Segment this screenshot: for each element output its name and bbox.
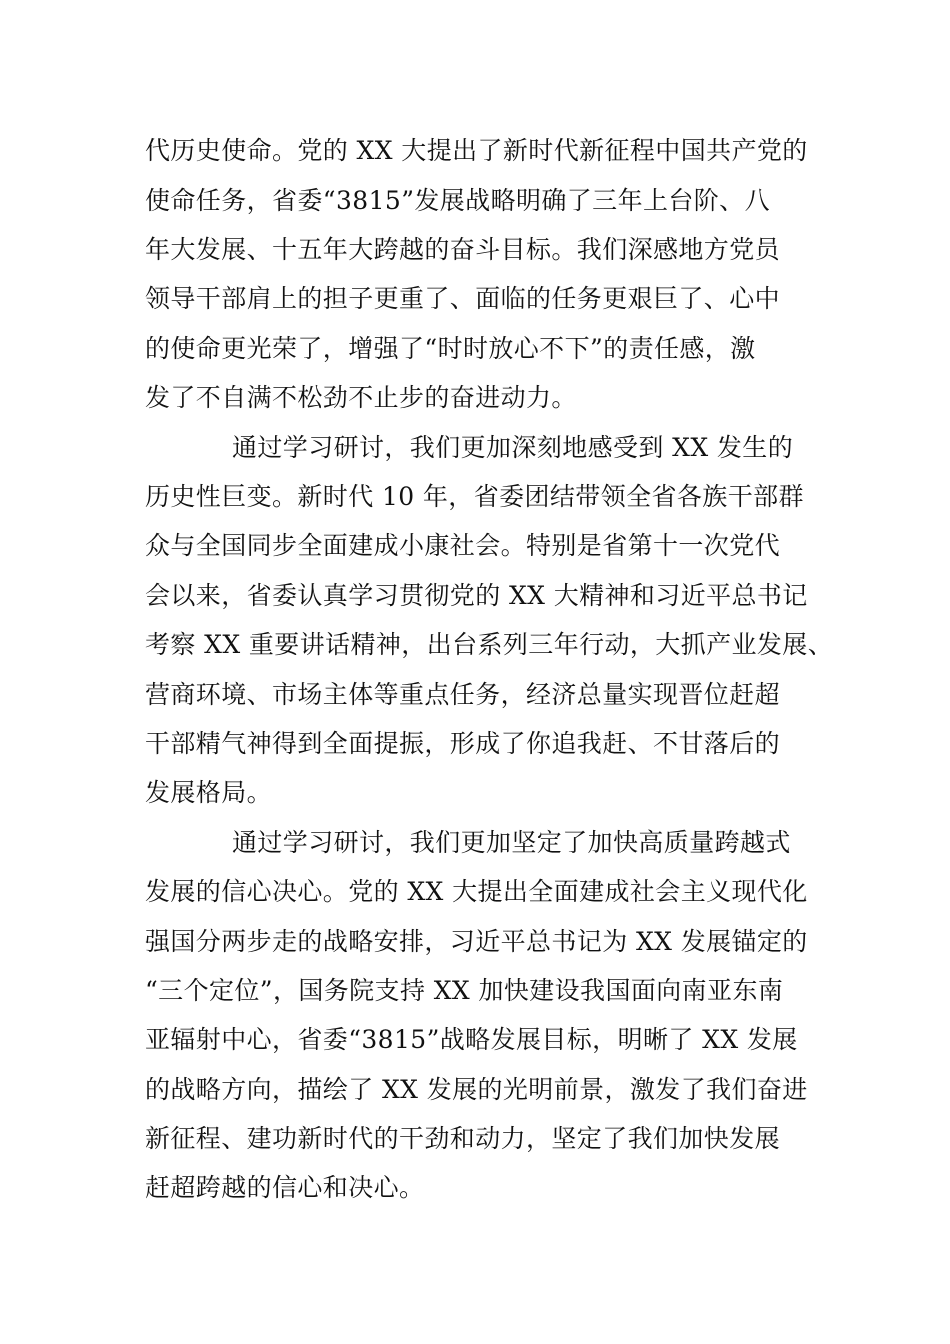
text-line: 新征程、建功新时代的干劲和动力，坚定了我们加快发展	[145, 1124, 781, 1153]
text-line: 的战略方向，描绘了 XX 发展的光明前景，激发了我们奋进	[145, 1075, 808, 1104]
text-line: 亚辐射中心，省委“3815”战略发展目标，明晰了 XX 发展	[145, 1025, 798, 1054]
text-line: 干部精气神得到全面提振，形成了你追我赶、不甘落后的	[145, 729, 781, 758]
text-line: 强国分两步走的战略安排，习近平总书记为 XX 发展锚定的	[145, 927, 808, 956]
text-line: 发展格局。	[145, 778, 273, 807]
text-line: 营商环境、市场主体等重点任务，经济总量实现晋位赶超	[145, 680, 781, 709]
text-line: 发了不自满不松劲不止步的奋进动力。	[145, 383, 577, 412]
text-line: 通过学习研讨，我们更加深刻地感受到 XX 发生的	[232, 433, 794, 462]
text-line: 代历史使命。党的 XX 大提出了新时代新征程中国共产党的	[145, 136, 808, 165]
text-line: 年大发展、十五年大跨越的奋斗目标。我们深感地方党员	[145, 235, 781, 264]
text-line: 发展的信心决心。党的 XX 大提出全面建成社会主义现代化	[145, 877, 808, 906]
text-line: “三个定位”，国务院支持 XX 加快建设我国面向南亚东南	[145, 976, 784, 1005]
text-line: 领导干部肩上的担子更重了、面临的任务更艰巨了、心中	[145, 284, 781, 313]
text-line: 使命任务，省委“3815”发展战略明确了三年上台阶、八	[145, 186, 770, 215]
text-line: 的使命更光荣了，增强了“时时放心不下”的责任感，激	[145, 334, 756, 363]
text-line: 众与全国同步全面建成小康社会。特别是省第十一次党代	[145, 531, 781, 560]
text-line: 通过学习研讨，我们更加坚定了加快高质量跨越式	[232, 828, 791, 857]
text-line: 赶超跨越的信心和决心。	[145, 1173, 425, 1202]
text-line: 考察 XX 重要讲话精神，出台系列三年行动，大抓产业发展、	[145, 630, 834, 659]
text-line: 会以来，省委认真学习贯彻党的 XX 大精神和习近平总书记	[145, 581, 808, 610]
text-line: 历史性巨变。新时代 10 年，省委团结带领全省各族干部群	[145, 482, 804, 511]
